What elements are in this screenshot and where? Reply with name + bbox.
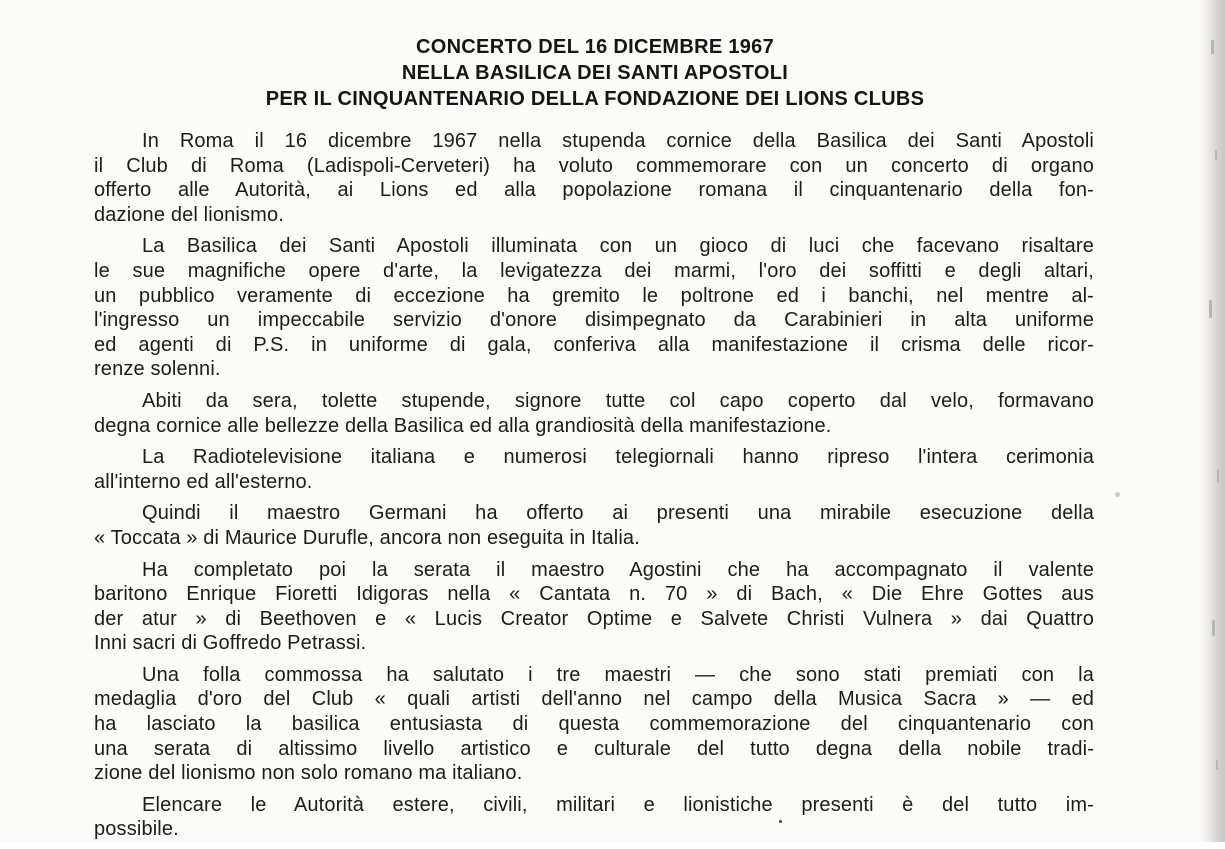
text-line: il Club di Roma (Ladispoli-Cerveteri) ha voluto commemorare con un concerto di organo — [94, 154, 1094, 177]
text-line: « Toccata » di Maurice Durufle, ancora non eseguita in Italia. — [94, 526, 640, 549]
text-line: renze solenni. — [94, 358, 221, 381]
scan-speck — [1209, 300, 1212, 318]
text-line: offerto alle Autorità, ai Lions ed alla popolazione romana il cinquantenario della fon- — [94, 179, 1094, 202]
scan-speck — [1115, 492, 1120, 497]
text-line: una serata di altissimo livello artistico e culturale del tutto degna della nobile tradi- — [94, 737, 1094, 760]
scan-speck — [1215, 150, 1217, 160]
paragraph — [94, 558, 1094, 656]
text-line: all'interno ed all'esterno. — [94, 470, 313, 493]
paragraph — [94, 501, 1094, 550]
text-line: dazione del lionismo. — [94, 203, 284, 226]
text-line: ed agenti di P.S. in uniforme di gala, conferiva alla manifestazione il crisma delle ricor- — [94, 333, 1094, 356]
text-line: ha lasciato la basilica entusiasta di questa commemorazione del cinquantenario con — [94, 713, 1094, 736]
text-line: degna cornice alle bellezze della Basilica ed alla grandiosità della manifestazione. — [94, 414, 832, 437]
text-line: In Roma il 16 dicembre 1967 nella stupenda cornice della Basilica dei Santi Apostoli — [142, 130, 1094, 152]
scan-speck — [1216, 760, 1218, 770]
heading-line: NELLA BASILICA DEI SANTI APOSTOLI — [401, 62, 789, 84]
text-line: der atur » di Beethoven e « Lucis Creator Optime e Salvete Christi Vulnera » dai Quattro — [94, 607, 1094, 630]
scan-speck — [1212, 620, 1215, 636]
paragraph — [94, 793, 1094, 842]
text-line: zione del lionismo non solo romano ma italiano. — [94, 762, 523, 785]
text-line: le sue magnifiche opere d'arte, la levigatezza dei marmi, l'oro dei soffitti e degli altari, — [94, 259, 1094, 282]
text-line: La Basilica dei Santi Apostoli illuminata con un gioco di luci che facevano risaltare — [142, 235, 1094, 258]
text-line: Inni sacri di Goffredo Petrassi. — [94, 632, 367, 655]
heading-line: CONCERTO DEL 16 DICEMBRE 1967 — [415, 36, 775, 58]
text-line: La Radiotelevisione italiana e numerosi telegiornali hanno ripreso l'intera cerimonia — [142, 446, 1094, 469]
text-line: Quindi il maestro Germani ha offerto ai presenti una mirabile esecuzione della — [142, 502, 1094, 525]
heading-line: PER IL CINQUANTENARIO DELLA FONDAZIONE DEI LIONS CLUBS — [265, 88, 925, 110]
text-line: baritono Enrique Fioretti Idigoras nella « Cantata n. 70 » di Bach, « Die Ehre Gottes aus — [94, 583, 1094, 606]
scan-speck — [1211, 40, 1214, 54]
paragraph — [94, 389, 1094, 438]
paragraph — [94, 663, 1094, 786]
text-line: Abiti da sera, tolette stupende, signore tutte col capo coperto dal velo, formavano — [142, 389, 1094, 412]
scan-speck — [1217, 470, 1219, 482]
document-heading — [110, 34, 1080, 112]
text-line: medaglia d'oro del Club « quali artisti dell'anno nel campo della Musica Sacra » — ed — [94, 688, 1094, 711]
scan-speck — [779, 820, 782, 823]
text-line: l'ingresso un impeccabile servizio d'onore disimpegnato da Carabinieri in alta uniforme — [94, 309, 1094, 332]
text-line: Ha completato poi la serata il maestro Agostini che ha accompagnato il valente — [142, 558, 1094, 581]
text-line: possibile. — [94, 818, 179, 841]
paragraph — [94, 129, 1094, 227]
page-edge-shadow — [1199, 0, 1225, 842]
text-line: un pubblico veramente di eccezione ha gremito le poltrone ed i banchi, nel mentre al- — [94, 284, 1094, 307]
text-line: Elencare le Autorità estere, civili, militari e lionistiche presenti è del tutto im- — [142, 793, 1094, 816]
paragraph — [94, 234, 1094, 382]
article-body — [94, 129, 1094, 849]
paragraph — [94, 445, 1094, 494]
text-line: Una folla commossa ha salutato i tre maestri — che sono stati premiati con la — [142, 663, 1094, 686]
